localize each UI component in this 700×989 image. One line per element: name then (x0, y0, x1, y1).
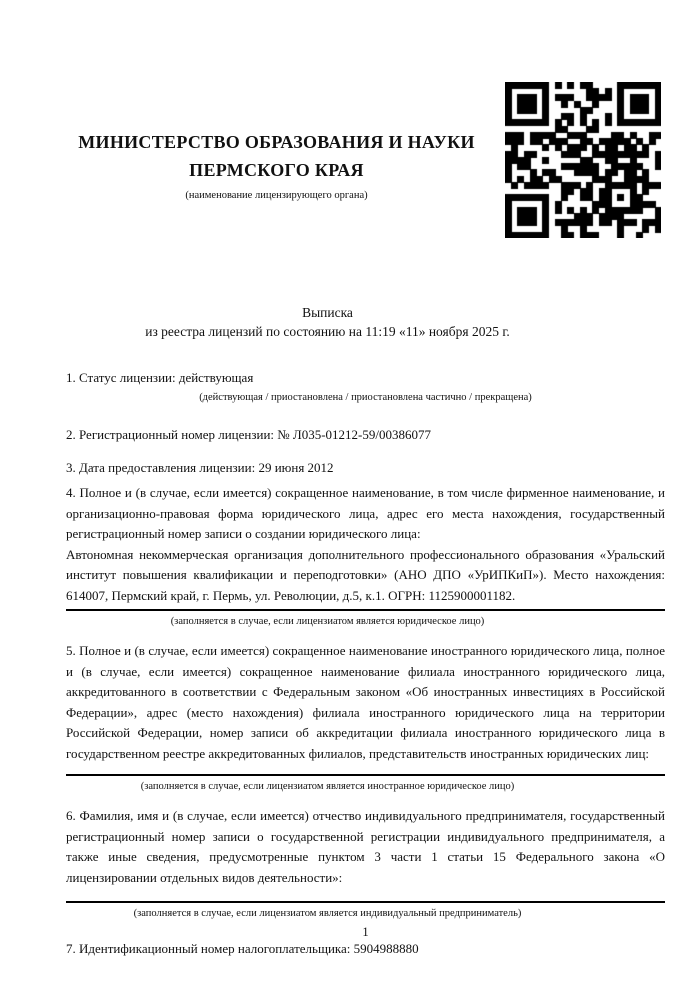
foreign-entity-fill-line (66, 774, 665, 776)
entrepreneur-fill-line (66, 901, 665, 903)
license-registration-number: 2. Регистрационный номер лицензии: № Л035-01212-59/00386077 (66, 427, 432, 442)
taxpayer-id: 7. Идентификационный номер налогоплательщика: 5904988880 (66, 941, 419, 956)
license-status: 1. Статус лицензии: действующая (66, 370, 254, 385)
issuing-authority-name-line1: МИНИСТЕРСТВО ОБРАЗОВАНИЯ И НАУКИ (78, 132, 475, 152)
foreign-entity-caption: (заполняется в случае, если лицензиатом является иностранное юридическое лицо) (140, 781, 515, 792)
document-title-line2: из реестра лицензий по состоянию на 11:19 «11» ноября 2025 г. (145, 324, 510, 339)
legal-entity-fill-line (66, 609, 665, 611)
document-title-line1: Выписка (302, 305, 353, 320)
issuing-authority-name-line2: ПЕРМСКОГО КРАЯ (189, 160, 364, 180)
legal-entity-value: Автономная некоммерческая организация дополнительного профессионального образования «Уральский институт повышения квалификации и переподготовки» (АНО ДПО «УрИПКиП»). Место нахождения: 614007, Пермский край, г. Пермь, ул. Революции, д.5, к.1. ОГРН: 1125900001182. (66, 546, 665, 603)
issuing-authority-block (66, 82, 505, 202)
entrepreneur-caption: (заполняется в случае, если лицензиатом является индивидуальный предприниматель) (133, 908, 522, 919)
legal-entity-caption: (заполняется в случае, если лицензиатом является юридическое лицо) (170, 616, 485, 627)
issuing-authority-caption: (наименование лицензирующего органа) (185, 190, 368, 201)
legal-entity-clause: 4. Полное и (в случае, если имеется) сокращенное наименование, в том числе фирменное наименование, и организационно-правовая форма юридического лица, адрес его места нахождения, государственный регистрационный номер записи о создании юридического лица: (66, 485, 665, 541)
page-number: 1 (362, 925, 369, 939)
document-title (66, 303, 665, 341)
license-grant-date: 3. Дата предоставления лицензии: 29 июня 2012 (66, 460, 334, 475)
document-header (66, 82, 665, 238)
qr-code (505, 82, 661, 238)
license-status-caption: (действующая / приостановлена / приостановлена частично / прекращена) (199, 392, 532, 403)
foreign-entity-clause: 5. Полное и (в случае, если имеется) сокращенное наименование иностранного юридического лица, полное и (в случае, если имеется) сокращенное наименование филиала иностранного юридического лица, аккредитованного в соответствии с Федеральным законом «Об иностранных инвестициях в Российской Федерации», адрес (место нахождения) филиала иностранного юридического лица на территории Российской Федерации, номер записи об аккредитации филиала иностранного юридического лица в государственном реестре аккредитованных филиалов, представительств иностранных юридических лиц: (66, 643, 665, 761)
entrepreneur-clause: 6. Фамилия, имя и (в случае, если имеется) отчество индивидуального предпринимателя, государственный регистрационный номер записи о государственной регистрации индивидуального предпринимателя, а также иные сведения, предусмотренные пунктом 3 части 1 статьи 15 Федерального закона «О лицензировании отдельных видов деятельности»: (66, 808, 665, 885)
document-content (66, 0, 665, 957)
